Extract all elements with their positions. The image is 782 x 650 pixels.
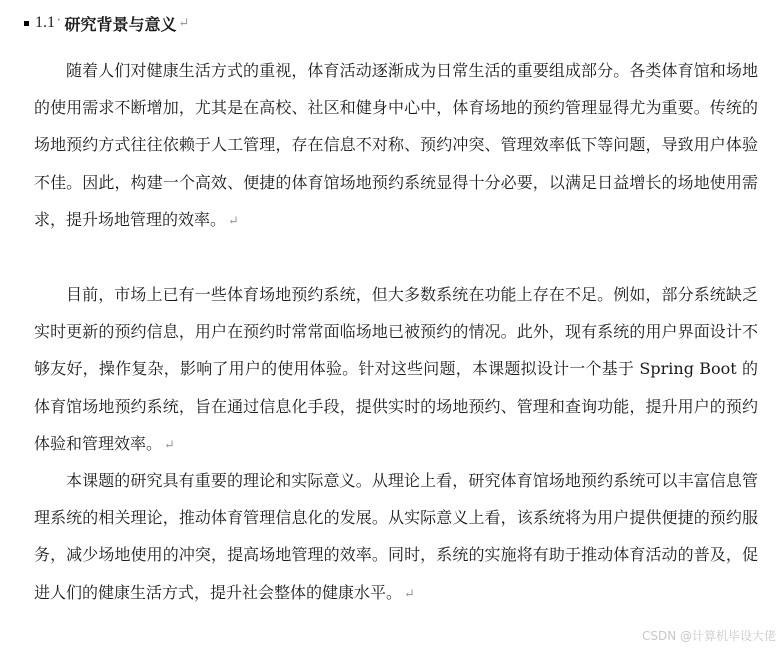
body-paragraph-3 [34, 462, 758, 613]
paragraph-text: 本课题的研究具有重要的理论和实际意义。从理论上看，研究体育馆场地预约系统可以丰富信息管理系统的相关理论，推动体育管理信息化的发展。从实际意义上看，该系统将为用户提供便捷的预约服务，减少场地使用的冲突，提高场地管理的效率。同时，系统的实施将有助于推动体育活动的普及，促进人们的健康生活方式，提升社会整体的健康水平。 [34, 471, 758, 602]
paragraph-text: 目前，市场上已有一些体育场地预约系统，但大多数系统在功能上存在不足。例如，部分系统缺乏实时更新的预约信息，用户在预约时常常面临场地已被预约的情况。此外，现有系统的用户界面设计不够友好，操作复杂，影响了用户的使用体验。针对这些问题，本课题拟设计一个基于 Spring Boot 的体育馆场地预约系统，旨在通过信息化手段，提供实时的场地预约、管理和查询功能，提升用户的预约体验和管理效率。 [34, 285, 758, 453]
section-heading [24, 10, 189, 36]
paragraph-mark-icon: ↵ [178, 15, 190, 31]
heading-bullet-marker [24, 21, 29, 26]
paragraph-mark-icon: ↵ [404, 586, 415, 602]
paragraph-text: 随着人们对健康生活方式的重视，体育活动逐渐成为日常生活的重要组成部分。各类体育馆和场地的使用需求不断增加，尤其是在高校、社区和健身中心中，体育场地的预约管理显得尤为重要。传统的场地预约方式往往依赖于人工管理，存在信息不对称、预约冲突、管理效率低下等问题，导致用户体验不佳。因此，构建一个高效、便捷的体育馆场地预约系统显得十分必要，以满足日益增长的场地使用需求，提升场地管理的效率。 [34, 61, 758, 229]
paragraph-mark-icon: ↵ [228, 213, 239, 229]
section-title: 研究背景与意义 [64, 14, 177, 34]
body-paragraph-2 [34, 276, 758, 464]
watermark: CSDN @计算机毕设大佬 [641, 629, 776, 643]
paragraph-mark-icon: ↵ [164, 437, 175, 453]
body-paragraph-1 [34, 52, 758, 240]
section-number: 1.1 [35, 14, 55, 31]
space-marker: · [57, 14, 61, 26]
